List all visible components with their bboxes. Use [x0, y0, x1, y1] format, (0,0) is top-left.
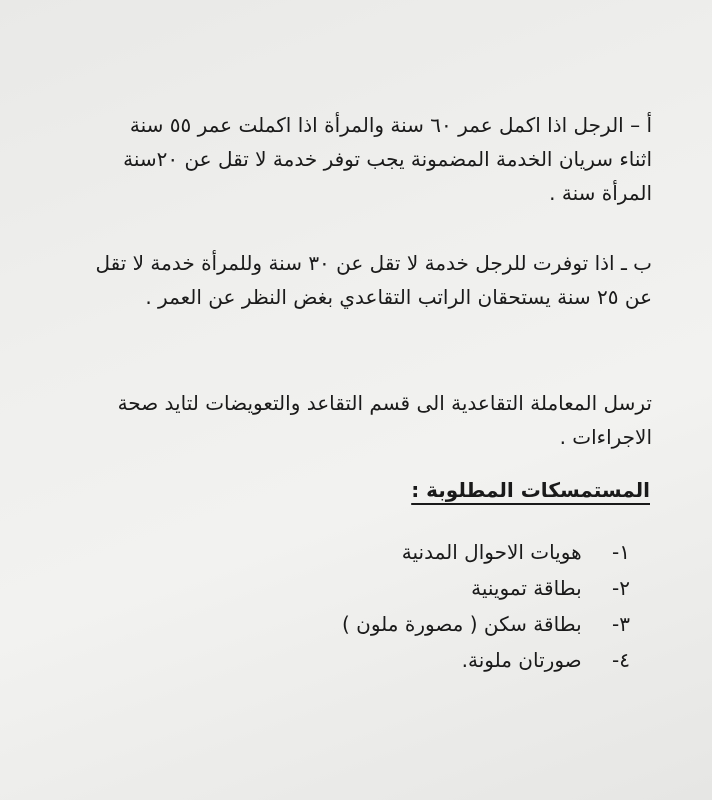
list-item — [342, 642, 630, 678]
list-item-text: بطاقة سكن ( مصورة ملون ) — [341, 612, 582, 636]
paragraph-condition-b: ب ـ اذا توفرت للرجل خدمة لا تقل عن ٣٠ سنة وللمرأة خدمة لا تقل عن ٢٥ سنة يستحقان الراتب التقاعدي بغض النظر عن العمر . — [95, 251, 652, 309]
list-item-number: ٣- — [612, 612, 630, 636]
paragraph-submission: ترسل المعاملة التقاعدية الى قسم التقاعد والتعويضات لتايد صحة الاجراءات . — [117, 391, 652, 449]
list-item-number: ١- — [612, 540, 630, 564]
list-item-text: هويات الاحوال المدنية — [401, 540, 582, 564]
list-item-number: ٤- — [612, 648, 630, 672]
list-item-text: صورتان ملونة. — [461, 648, 582, 672]
requirements-heading: المستمسكات المطلوبة : — [411, 478, 650, 502]
list-item-text: بطاقة تموينية — [471, 576, 582, 600]
paragraph-condition-a: أ – الرجل اذا اكمل عمر ٦٠ سنة والمرأة اذا اكملت عمر ٥٥ سنة اثناء سريان الخدمة المضمونة يجب توفر خدمة لا تقل عن ٢٠سنة المرأة سنة . — [123, 113, 652, 205]
list-item-number: ٢- — [612, 576, 630, 600]
list-item — [342, 606, 630, 642]
requirements-list — [342, 534, 630, 678]
list-item — [342, 570, 630, 606]
list-item — [342, 534, 630, 570]
